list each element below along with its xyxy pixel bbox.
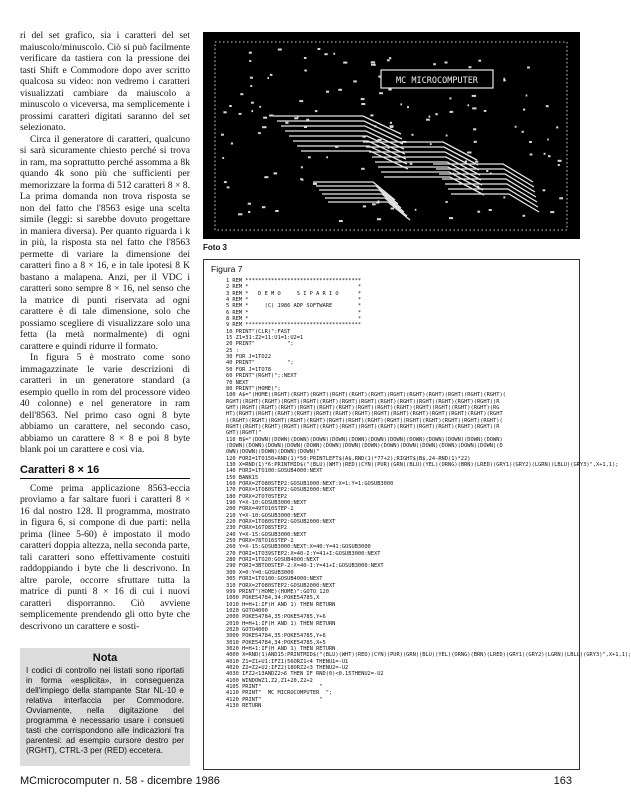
code-line: 1000 POKE54784,34:POKE54785,X — [226, 595, 320, 602]
code-line: 280 FORI=1TO20:GOSUB4000:NEXT — [226, 557, 320, 564]
speckle — [377, 218, 381, 220]
code-line: 2010 H=H+1:IF(H AND 1) THEN RETURN — [226, 620, 336, 627]
speckle — [474, 141, 477, 143]
code-line: 210 Y=X-10:GOSUB3000:NEXT — [226, 512, 307, 519]
code-line: 4 REM * * — [226, 297, 362, 304]
code-line: 50 FOR J=1TO78 — [226, 366, 272, 373]
speckle — [326, 156, 328, 158]
speckle — [239, 113, 242, 115]
code-listing — [226, 278, 631, 710]
speckle — [433, 63, 436, 65]
speckle — [326, 91, 329, 93]
speckle — [361, 98, 365, 100]
speckle — [231, 143, 233, 145]
speckle — [544, 153, 546, 155]
figure-label: Figura 7 — [211, 264, 243, 274]
speckle — [304, 70, 307, 72]
speckle — [313, 183, 317, 185]
code-line: 40 PRINT" "; — [226, 360, 294, 367]
speckle — [221, 134, 224, 136]
code-line: 4000 X=RND(1)AND15:PRINTMID$("(BLU)(WHT)(RED)(CYN)(PUR)(GRN)(BLU)(YEL)(ORNG)(BRN)(LRED)(GRY1)(GRY2)(LGRN)(LBLU)(GRY3)",X+1,1); — [226, 652, 631, 659]
screen-art — [203, 32, 580, 239]
speckle — [468, 104, 470, 106]
code-line: 6 REM * * — [226, 309, 362, 316]
speckle — [224, 181, 227, 183]
code-line: 2020 GOTO4000 — [226, 626, 268, 633]
code-line: 120 FORI=1TO150+RND(1)*50:PRINTLEFT$(A$,RND(1)*77+2);RIGHT$(B$,24-RND(1)*22) — [226, 455, 471, 462]
speckle — [472, 107, 476, 109]
speckle — [450, 111, 454, 113]
code-line: OWN)(DOWN)(DOWN)(DOWN)(DOWN)" — [226, 449, 320, 456]
speckle — [527, 67, 530, 69]
speckle — [473, 128, 476, 130]
speckle — [262, 126, 266, 128]
speckle — [258, 132, 261, 134]
article-paragraph: Circa il generatore di caratteri, qualcuno si sarà sicuramente chiesto perché si trova in ram, ma soprattutto perché assomma a 8k quando 4k sono più che sufficienti per memorizzare la forma di 512 caratteri 8 × 8. La prima domanda non trova risposta se non del fatto che l'8563 esige una scelta simile (leggi: si sarebbe dovuto progettare in maniera diversa). Per quanto riguarda i k in più, la risposta sta nel fatto che l'8563 permette di variare la dimensione dei caratteri fino a 8 × 16, e in tale ipotesi 8 K bastano a malapena. Anzi, per il VDC i caratteri sono sempre 8 × 16, nel senso che la matrice di punti riservata ad ogni carattere è di tale dimensione, solo che possiamo scegliere di visualizzare solo una fetta (la metà normalmente) di ogni carattere e quindi ridurre il formato. — [20, 133, 190, 352]
figure-listing — [203, 259, 631, 770]
speckle — [489, 209, 492, 211]
speckle — [363, 205, 366, 207]
speckle — [275, 210, 278, 212]
code-line: 4120 PRINT" " — [226, 696, 323, 703]
speckle — [379, 92, 383, 94]
code-line: 1020 GOTO4000 — [226, 607, 268, 614]
nota-box — [20, 648, 190, 766]
code-line: 4100 WINDOWZ1,Z2,Z1+20,Z2+2 — [226, 677, 313, 684]
code-line: 2000 POKE54784,35:POKE54785,Y+6 — [226, 614, 326, 621]
code-line: 1 REM ************************************ — [226, 278, 362, 284]
code-line: RGHT)(RGHT)(RGHT)(RGHT)(RGHT)(RGHT)(RGHT)(RGHT)(RGHT)(RGHT)(RGHT)(RGHT)(RGHT)(RGHT)(R — [226, 398, 500, 405]
speckle — [338, 89, 342, 91]
code-line: 310 FORX=2TO80STEP2:GOSUB2000:NEXT — [226, 582, 336, 589]
speckle — [343, 62, 347, 64]
speckle — [270, 74, 273, 76]
speckle — [222, 157, 224, 159]
speckle — [429, 116, 431, 118]
speckle — [388, 89, 391, 91]
speckle — [339, 220, 343, 222]
speckle — [299, 100, 303, 102]
nota-title: Nota — [92, 652, 118, 664]
speckle — [297, 117, 299, 119]
left-column — [20, 30, 190, 632]
speckle — [469, 66, 472, 68]
speckle — [426, 119, 430, 121]
photo-caption: Foto 3 — [203, 243, 227, 252]
speckle — [264, 176, 268, 178]
speckle — [559, 197, 563, 199]
speckle — [249, 52, 252, 54]
speckle — [248, 211, 250, 213]
code-line: 150 BANK15 — [226, 474, 259, 481]
speckle — [308, 156, 311, 158]
code-line: 2 REM * * — [226, 284, 362, 291]
speckle — [391, 208, 395, 210]
code-line: 240 Y=X-15:GOSUB3000:NEXT — [226, 531, 307, 538]
speckle — [361, 168, 364, 170]
speckle — [407, 106, 409, 108]
speckle — [449, 217, 453, 219]
code-line: 3020 H=H+1:IF(H AND 1) THEN RETURN — [226, 645, 336, 652]
code-line: 190 Y=X-10:GOSUB3000:NEXT — [226, 500, 307, 507]
speckle — [259, 106, 261, 108]
code-line: 999 PRINT"(HOME)(HOME)":GOTO 120 — [226, 588, 329, 595]
speckle — [449, 97, 451, 99]
speckle — [523, 215, 526, 217]
code-line: 305 FORI=1TO100:GOSUB4000:NEXT — [226, 576, 323, 583]
code-line: 3 REM * D E M O S I P A R I O * — [226, 290, 362, 297]
speckle — [333, 53, 335, 55]
article-paragraph: ri del set grafico, sia i caratteri del set maiuscolo/minuscolo. Ciò si può facilmente verificare da tastiera con la pressione dei tasti Shift e Commodore dopo aver scritto qualcosa su video: non vedremo i caratteri visualizzati cambiare da maiuscolo a minuscolo o viceversa, ma semplicemente i prossimi caratteri digitati saranno del set selezionato. — [20, 30, 190, 133]
speckle — [400, 103, 402, 105]
section-heading: Caratteri 8 × 16 — [20, 464, 190, 479]
speckle — [387, 59, 390, 61]
speckle — [223, 111, 226, 113]
speckle — [353, 80, 357, 82]
code-line: )(RGHT)(RGHT)(RGHT)(RGHT)(RGHT)(RGHT)(RGHT)(RGHT)(RGHT)(RGHT)(RGHT)(RGHT)(RGHT)(RGHT)( — [226, 417, 503, 424]
speckle — [546, 105, 549, 107]
speckle — [430, 143, 432, 145]
code-line: 4130 RETURN — [226, 703, 262, 710]
code-line: HT)(RGHT)(RGHT)(RGHT)(RGHT)(RGHT)(RGHT)(RGHT)(RGHT)(RGHT)(RGHT)(RGHT)(RGHT)(RGHT)(RGHT — [226, 411, 503, 418]
code-line: 100 A$="(HOME)(RGHT)(RGHT)(RGHT)(RGHT)(RGHT)(RGHT)(RGHT)(RGHT)(RGHT)(RGHT)(RGHT)(RGHT)( — [226, 392, 506, 399]
code-line: 5 REM * (C) 1986 ADP SOFTWARE * — [226, 303, 362, 310]
code-line: 25 : — [226, 347, 239, 354]
speckle — [274, 172, 278, 174]
code-line: 60 PRINT"(RGHT)";:NEXT — [226, 373, 297, 380]
speckle — [370, 114, 373, 116]
code-line: GHT)(RGHT)" — [226, 430, 262, 437]
code-line: 3000 POKE54784,35:POKE54785,Y+6 — [226, 633, 326, 640]
code-line: 1010 H=H+1:IF(H AND 1) THEN RETURN — [226, 601, 336, 608]
code-line: 4105 PRINT" " — [226, 684, 323, 690]
nota-text: I codici di controllo nei listati sono riportati in forma «esplicita», in conseguenza dell'impiego della stampante Star NL-10 e relativa interfaccia per Commodore. Ovviamente, nella digitazione del programma è necessario usare i consueti tasti che corrispondono alle indicazioni fra parentesi: ad esempio cursore destro per (RGHT), CTRL-3 per (RED) eccetera. — [26, 666, 184, 755]
speckle — [324, 53, 327, 55]
speckle — [278, 49, 282, 51]
speckle — [472, 95, 476, 97]
speckle — [251, 102, 254, 104]
section-body — [20, 483, 190, 633]
speckle — [285, 122, 288, 124]
speckle — [229, 105, 232, 107]
speckle — [477, 211, 480, 213]
code-line: 250 FORX=78TO16STEP-2 — [226, 538, 294, 545]
speckle — [300, 178, 302, 180]
speckle — [304, 57, 307, 59]
code-line: 260 Y=X-15:GOSUB3000:NEXT:X=40:Y=41:GOSUB3000 — [226, 544, 371, 551]
code-line: 180 FORX=2TO70STEP2 — [226, 493, 288, 500]
speckle — [268, 77, 270, 79]
code-line: 220 FORX=1TO80STEP2:GOSUB2000:NEXT — [226, 519, 336, 526]
speckle — [558, 160, 562, 162]
speckle — [475, 161, 478, 163]
speckle — [435, 113, 437, 115]
code-line: 9 REM ************************************ — [226, 322, 362, 329]
speckle — [558, 164, 560, 166]
speckle — [550, 211, 554, 213]
speckle — [240, 93, 243, 95]
code-line: 140 FORI=1TO100:GOSUB4000:NEXT — [226, 468, 323, 475]
speckle — [543, 189, 546, 191]
code-line: 4020 Z2=Z2+U2:IFZ2)18ORZ2<3 THENU2=-U2 — [226, 664, 349, 671]
code-line: 4030 IFZ2<13ANDZ2>6 THEN IF RND(0)<0.15THENU2=-U2 — [226, 671, 384, 678]
code-line: 110 B$="(DOWN)(DOWN)(DOWN)(DOWN)(DOWN)(DOWN)(DOWN)(DOWN)(DOWN)(DOWN)(DOWN)(DOWN)(DOWN) — [226, 436, 503, 443]
speckle — [515, 126, 517, 128]
speckle — [389, 57, 391, 59]
speckle — [269, 115, 273, 117]
code-line: 130 X=RND(1)*6:PRINTMID$("(BLU)(WHT)(RED)(CYN)(PUR)(GRN)(BLU)(YEL)(ORNG)(BRN)(LRED)(GRY1)(GRY2)(LGRN)(LBLU)(GRY3)",X+1,1); — [226, 461, 619, 468]
speckle — [251, 110, 253, 112]
speckle — [372, 203, 376, 205]
code-line: (DOWN)(DOWN)(DOWN)(DOWN)(DOWN)(DOWN)(DOWN)(DOWN)(DOWN)(DOWN)(DOWN)(DOWN)(DOWN)(DOWN)(D — [226, 442, 503, 449]
speckle — [248, 203, 251, 205]
speckle — [371, 64, 376, 66]
code-line: 300 X=0:Y=0:GOSUB3000 — [226, 569, 294, 576]
speckle — [318, 48, 321, 50]
code-line: 20 PRINT" "; — [226, 341, 294, 348]
speckle — [548, 155, 551, 157]
speckle — [446, 201, 448, 203]
speckle — [361, 103, 365, 105]
speckle — [238, 213, 242, 215]
speckle — [410, 163, 413, 165]
speckle — [484, 110, 487, 112]
code-line: 15 Z1=31:Z2=11:U1=1:U2=1 — [226, 335, 304, 342]
article-body — [20, 30, 190, 456]
speckle — [503, 196, 505, 198]
photo-screen — [203, 32, 580, 239]
speckle — [415, 209, 417, 211]
code-line: 70 NEXT — [226, 379, 249, 386]
section-paragraph: Come prima applicazione 8563-eccia proviamo a far saltare fuori i caratteri 8 × 16 dal nostro 128. Il programma, mostrato in figura 6, si compone di due parti: nella prima (linee 5-60) è impostato il modo caratteri doppia altezza, nella seconda parte, tali caratteri sono effettivamente costuiti raddoppiando i byte che li descrivono. In altre parole, occorre sfruttare tutta la matrice di punti 8 × 16 di cui i nuovi caratteri disporranno. Ciò avviene semplicemente prendendo gli otto byte che descrivono un carattere e sosti- — [20, 482, 190, 632]
speckle — [486, 170, 488, 172]
speckle — [522, 131, 524, 133]
speckle — [526, 95, 528, 97]
code-line: GHT)(RGHT)(RGHT)(RGHT)(RGHT)(RGHT)(RGHT)(RGHT)(RGHT)(RGHT)(RGHT)(RGHT)(RGHT)(RGHT)(RG — [226, 404, 500, 411]
speckle — [445, 62, 448, 64]
speckle — [529, 141, 532, 143]
speckle — [301, 166, 303, 168]
code-line: 160 FORX=2TO80STEP2:GOSUB1000:NEXT:X=1:Y=1:GOSUB3000 — [226, 481, 394, 487]
speckle — [263, 117, 267, 119]
speckle — [250, 77, 253, 79]
code-line: 8 REM * * — [226, 316, 362, 323]
speckle — [530, 154, 533, 156]
code-line: 170 FORX=1TO80STEP2:GOSUB2000:NEXT — [226, 487, 336, 494]
speckle — [250, 85, 252, 87]
speckle — [523, 109, 525, 111]
speckle — [503, 78, 505, 80]
code-line: 30 FOR J=1TO22 — [226, 354, 272, 361]
speckle — [467, 152, 471, 154]
code-line: 10 PRINT"(CLR)":FAST — [226, 328, 291, 335]
code-line: RGHT)(RGHT)(RGHT)(RGHT)(RGHT)(RGHT)(RGHT)(RGHT)(RGHT)(RGHT)(RGHT)(RGHT)(RGHT)(RGHT)(R — [226, 423, 500, 430]
article-paragraph: In figura 5 è mostrato come sono immagazzinate le varie descrizioni di caratteri in un generatore standard (a esempio quello in rom del processore video 40 colonne) e nel generatore in ram dell'8563. Nel primo caso ogni 8 byte abbiamo un carattere, nel secondo caso, abbiamo un carattere 8 × 8 e poi 8 byte blank poi un carattere e così via. — [20, 352, 190, 455]
speckle — [315, 110, 318, 112]
speckle — [390, 126, 393, 128]
page-number: 163 — [553, 775, 572, 787]
code-line: 80 PRINT"(HOME)"; — [226, 385, 281, 392]
code-line: 270 FORI=1TO39STEP2:X=40-I:Y=41+I:GOSUB3000:NEXT — [226, 550, 381, 557]
speckle — [478, 60, 481, 62]
speckle — [227, 186, 230, 188]
code-line: 4010 Z1=Z1+U1:IFZ1)56ORZ1<4 THENU1=-U1 — [226, 658, 349, 665]
speckle — [503, 79, 506, 81]
code-line: 200 FORX=49TO10STEP-2 — [226, 506, 294, 513]
speckle — [446, 135, 448, 137]
speckle — [262, 206, 266, 208]
screen-title-text: MC MICROCOMPUTER — [396, 76, 478, 86]
speckle — [371, 61, 375, 63]
speckle — [412, 134, 414, 136]
footer-magazine: MCmicrocomputer n. 58 - dicembre 1986 — [20, 775, 220, 787]
speckle — [556, 126, 558, 128]
code-line: 290 FORI=3BTO0STEP-2:X=40-I:Y=41+I:GOSUB3000:NEXT — [226, 563, 384, 570]
code-line: 4110 PRINT" MC MICROCOMPUTER "; — [226, 690, 333, 697]
speckle — [390, 122, 392, 124]
code-line: 230 FORX=16TO8STEP2 — [226, 525, 288, 532]
speckle — [249, 60, 251, 62]
code-line: 3010 POKE54784,34:POKE54785,X+5 — [226, 639, 326, 646]
speckle — [547, 139, 549, 141]
